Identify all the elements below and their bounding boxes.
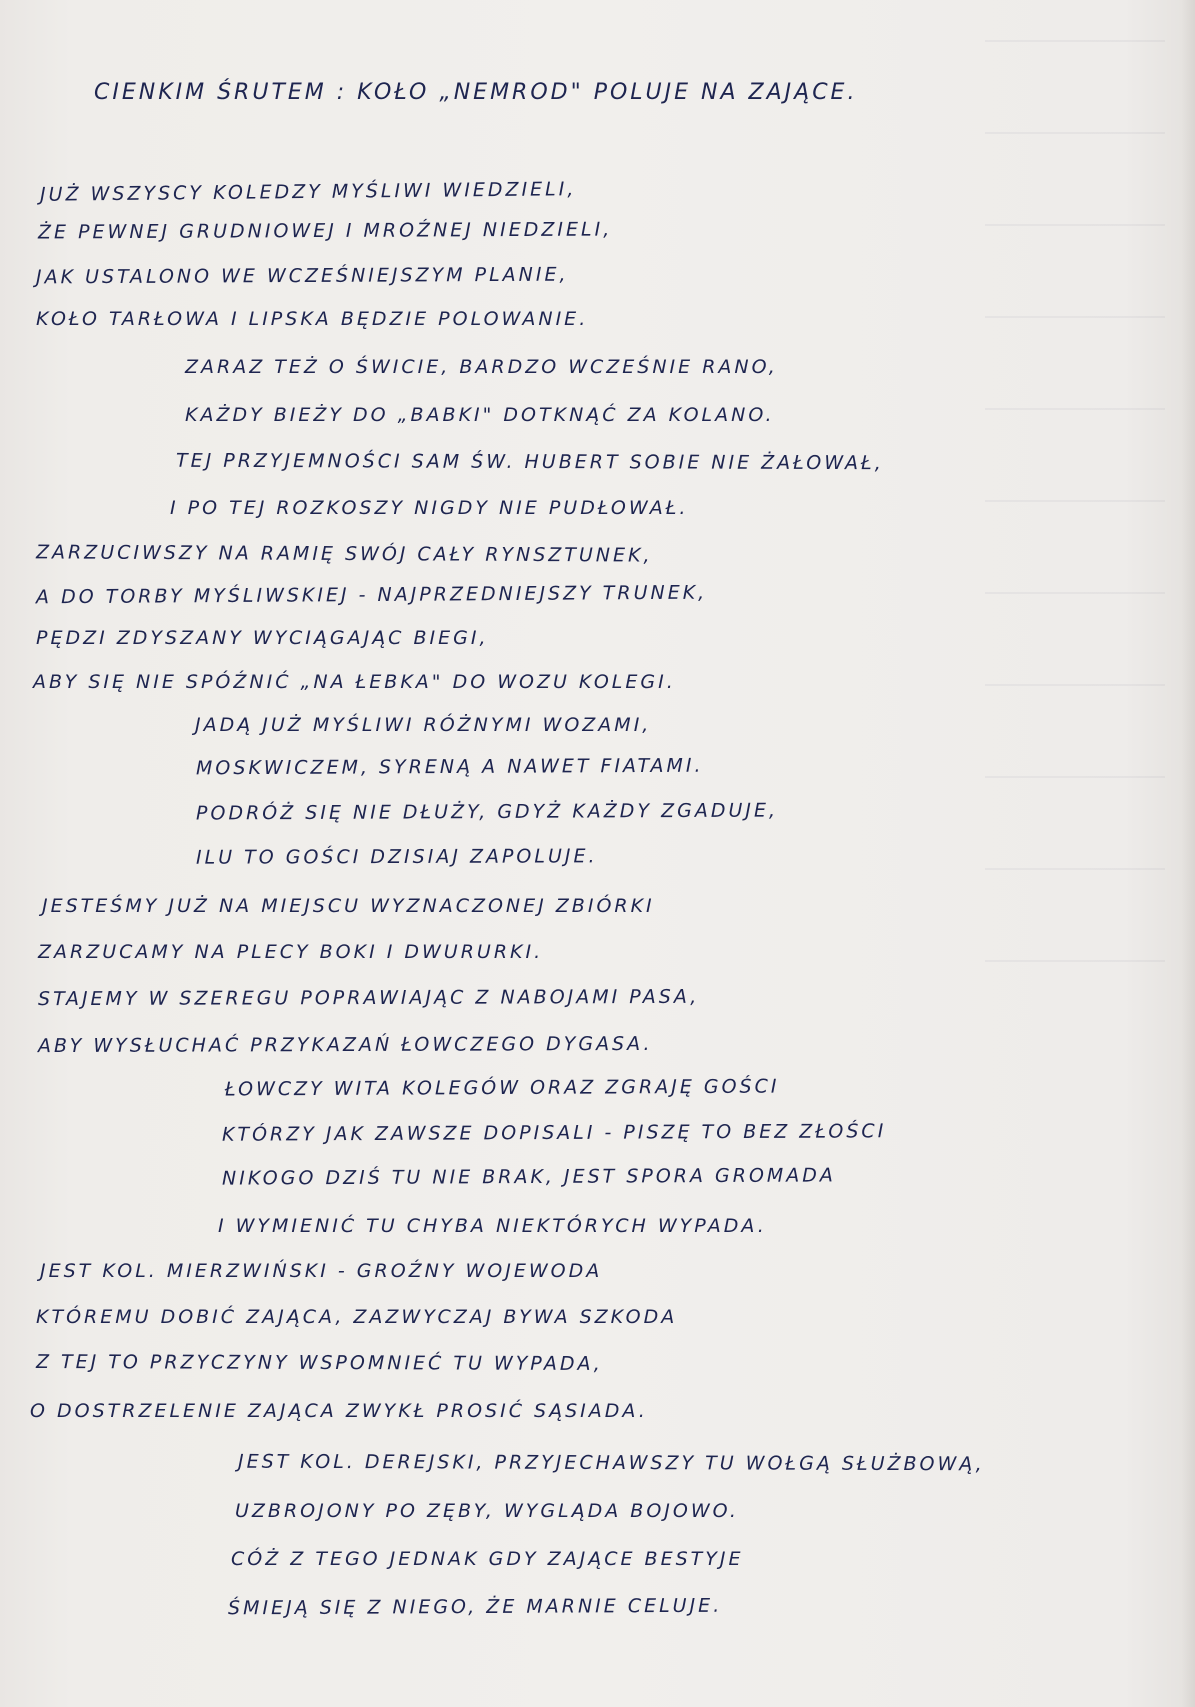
- poem-line: STAJEMY W SZEREGU POPRAWIAJĄC Z NABOJAMI PASA,: [37, 985, 700, 1011]
- poem-line: ZARZUCIWSZY NA RAMIĘ SWÓJ CAŁY RYNSZTUNEK,: [35, 541, 653, 567]
- poem-line: KTÓRZY JAK ZAWSZE DOPISALI - PISZĘ TO BEZ ZŁOŚCI: [221, 1120, 887, 1146]
- poem-line: KOŁO TARŁOWA I LIPSKA BĘDZIE POLOWANIE.: [36, 308, 589, 330]
- poem-line: O DOSTRZELENIE ZAJĄCA ZWYKŁ PROSIĆ SĄSIADA.: [30, 1400, 648, 1422]
- poem-line: I WYMIENIĆ TU CHYBA NIEKTÓRYCH WYPADA.: [218, 1215, 767, 1237]
- poem-line: KAŻDY BIEŻY DO „BABKI" DOTKNĄĆ ZA KOLANO.: [185, 404, 775, 426]
- poem-line: CÓŻ Z TEGO JEDNAK GDY ZAJĄCE BESTYJE: [231, 1548, 744, 1570]
- poem-line: ABY WYSŁUCHAĆ PRZYKAZAŃ ŁOWCZEGO DYGASA.: [37, 1032, 653, 1058]
- poem-line: TEJ PRZYJEMNOŚCI SAM ŚW. HUBERT SOBIE NIE ŻAŁOWAŁ,: [175, 449, 884, 475]
- poem-title: CIENKIM ŚRUTEM : KOŁO „NEMROD" POLUJE NA ZAJĄCE.: [94, 80, 858, 105]
- poem-line: ŚMIEJĄ SIĘ Z NIEGO, ŻE MARNIE CELUJE.: [227, 1594, 723, 1620]
- poem-line: MOSKWICZEM, SYRENĄ A NAWET FIATAMI.: [195, 754, 704, 780]
- poem-line: ŻE PEWNEJ GRUDNIOWEJ I MROŹNEJ NIEDZIELI,: [37, 218, 613, 244]
- poem-line: JESTEŚMY JUŻ NA MIEJSCU WYZNACZONEJ ZBIÓRKI: [42, 895, 655, 917]
- poem-line: NIKOGO DZIŚ TU NIE BRAK, JEST SPORA GROMADA: [221, 1164, 836, 1190]
- poem-line: ZARAZ TEŻ O ŚWICIE, BARDZO WCZEŚNIE RANO,: [185, 356, 778, 378]
- poem-line: JEST KOL. MIERZWIŃSKI - GROŹNY WOJEWODA: [40, 1260, 603, 1282]
- poem-line: JAK USTALONO WE WCZEŚNIEJSZYM PLANIE,: [35, 263, 569, 289]
- poem-line: Z TEJ TO PRZYCZYNY WSPOMNIEĆ TU WYPADA,: [35, 1351, 603, 1375]
- poem-line: ABY SIĘ NIE SPÓŹNIĆ „NA ŁEBKA" DO WOZU KOLEGI.: [33, 671, 676, 693]
- poem-line: ZARZUCAMY NA PLECY BOKI I DWURURKI.: [38, 941, 544, 963]
- poem-line: ŁOWCZY WITA KOLEGÓW ORAZ ZGRAJĘ GOŚCI: [224, 1075, 780, 1101]
- poem-line: ILU TO GOŚCI DZISIAJ ZAPOLUJE.: [195, 845, 598, 869]
- page-edge-shadow: [1181, 0, 1195, 1707]
- poem-line: KTÓREMU DOBIĆ ZAJĄCA, ZAZWYCZAJ BYWA SZKODA: [36, 1306, 678, 1328]
- poem-line: UZBROJONY PO ZĘBY, WYGLĄDA BOJOWO.: [235, 1500, 739, 1522]
- poem-line: JADĄ JUŻ MYŚLIWI RÓŻNYMI WOZAMI,: [195, 714, 652, 736]
- poem-line: A DO TORBY MYŚLIWSKIEJ - NAJPRZEDNIEJSZY TRUNEK,: [35, 581, 708, 609]
- poem-line: JEST KOL. DEREJSKI, PRZYJECHAWSZY TU WOŁGĄ SŁUŻBOWĄ,: [237, 1450, 985, 1476]
- poem-line: I PO TEJ ROZKOSZY NIGDY NIE PUDŁOWAŁ.: [170, 497, 689, 519]
- poem-line: PĘDZI ZDYSZANY WYCIĄGAJĄC BIEGI,: [36, 627, 489, 649]
- bleed-through-marks: [985, 40, 1165, 1040]
- poem-line: PODRÓŻ SIĘ NIE DŁUŻY, GDYŻ KAŻDY ZGADUJE,: [195, 799, 779, 825]
- poem-line: JUŻ WSZYSCY KOLEDZY MYŚLIWI WIEDZIELI,: [39, 178, 577, 206]
